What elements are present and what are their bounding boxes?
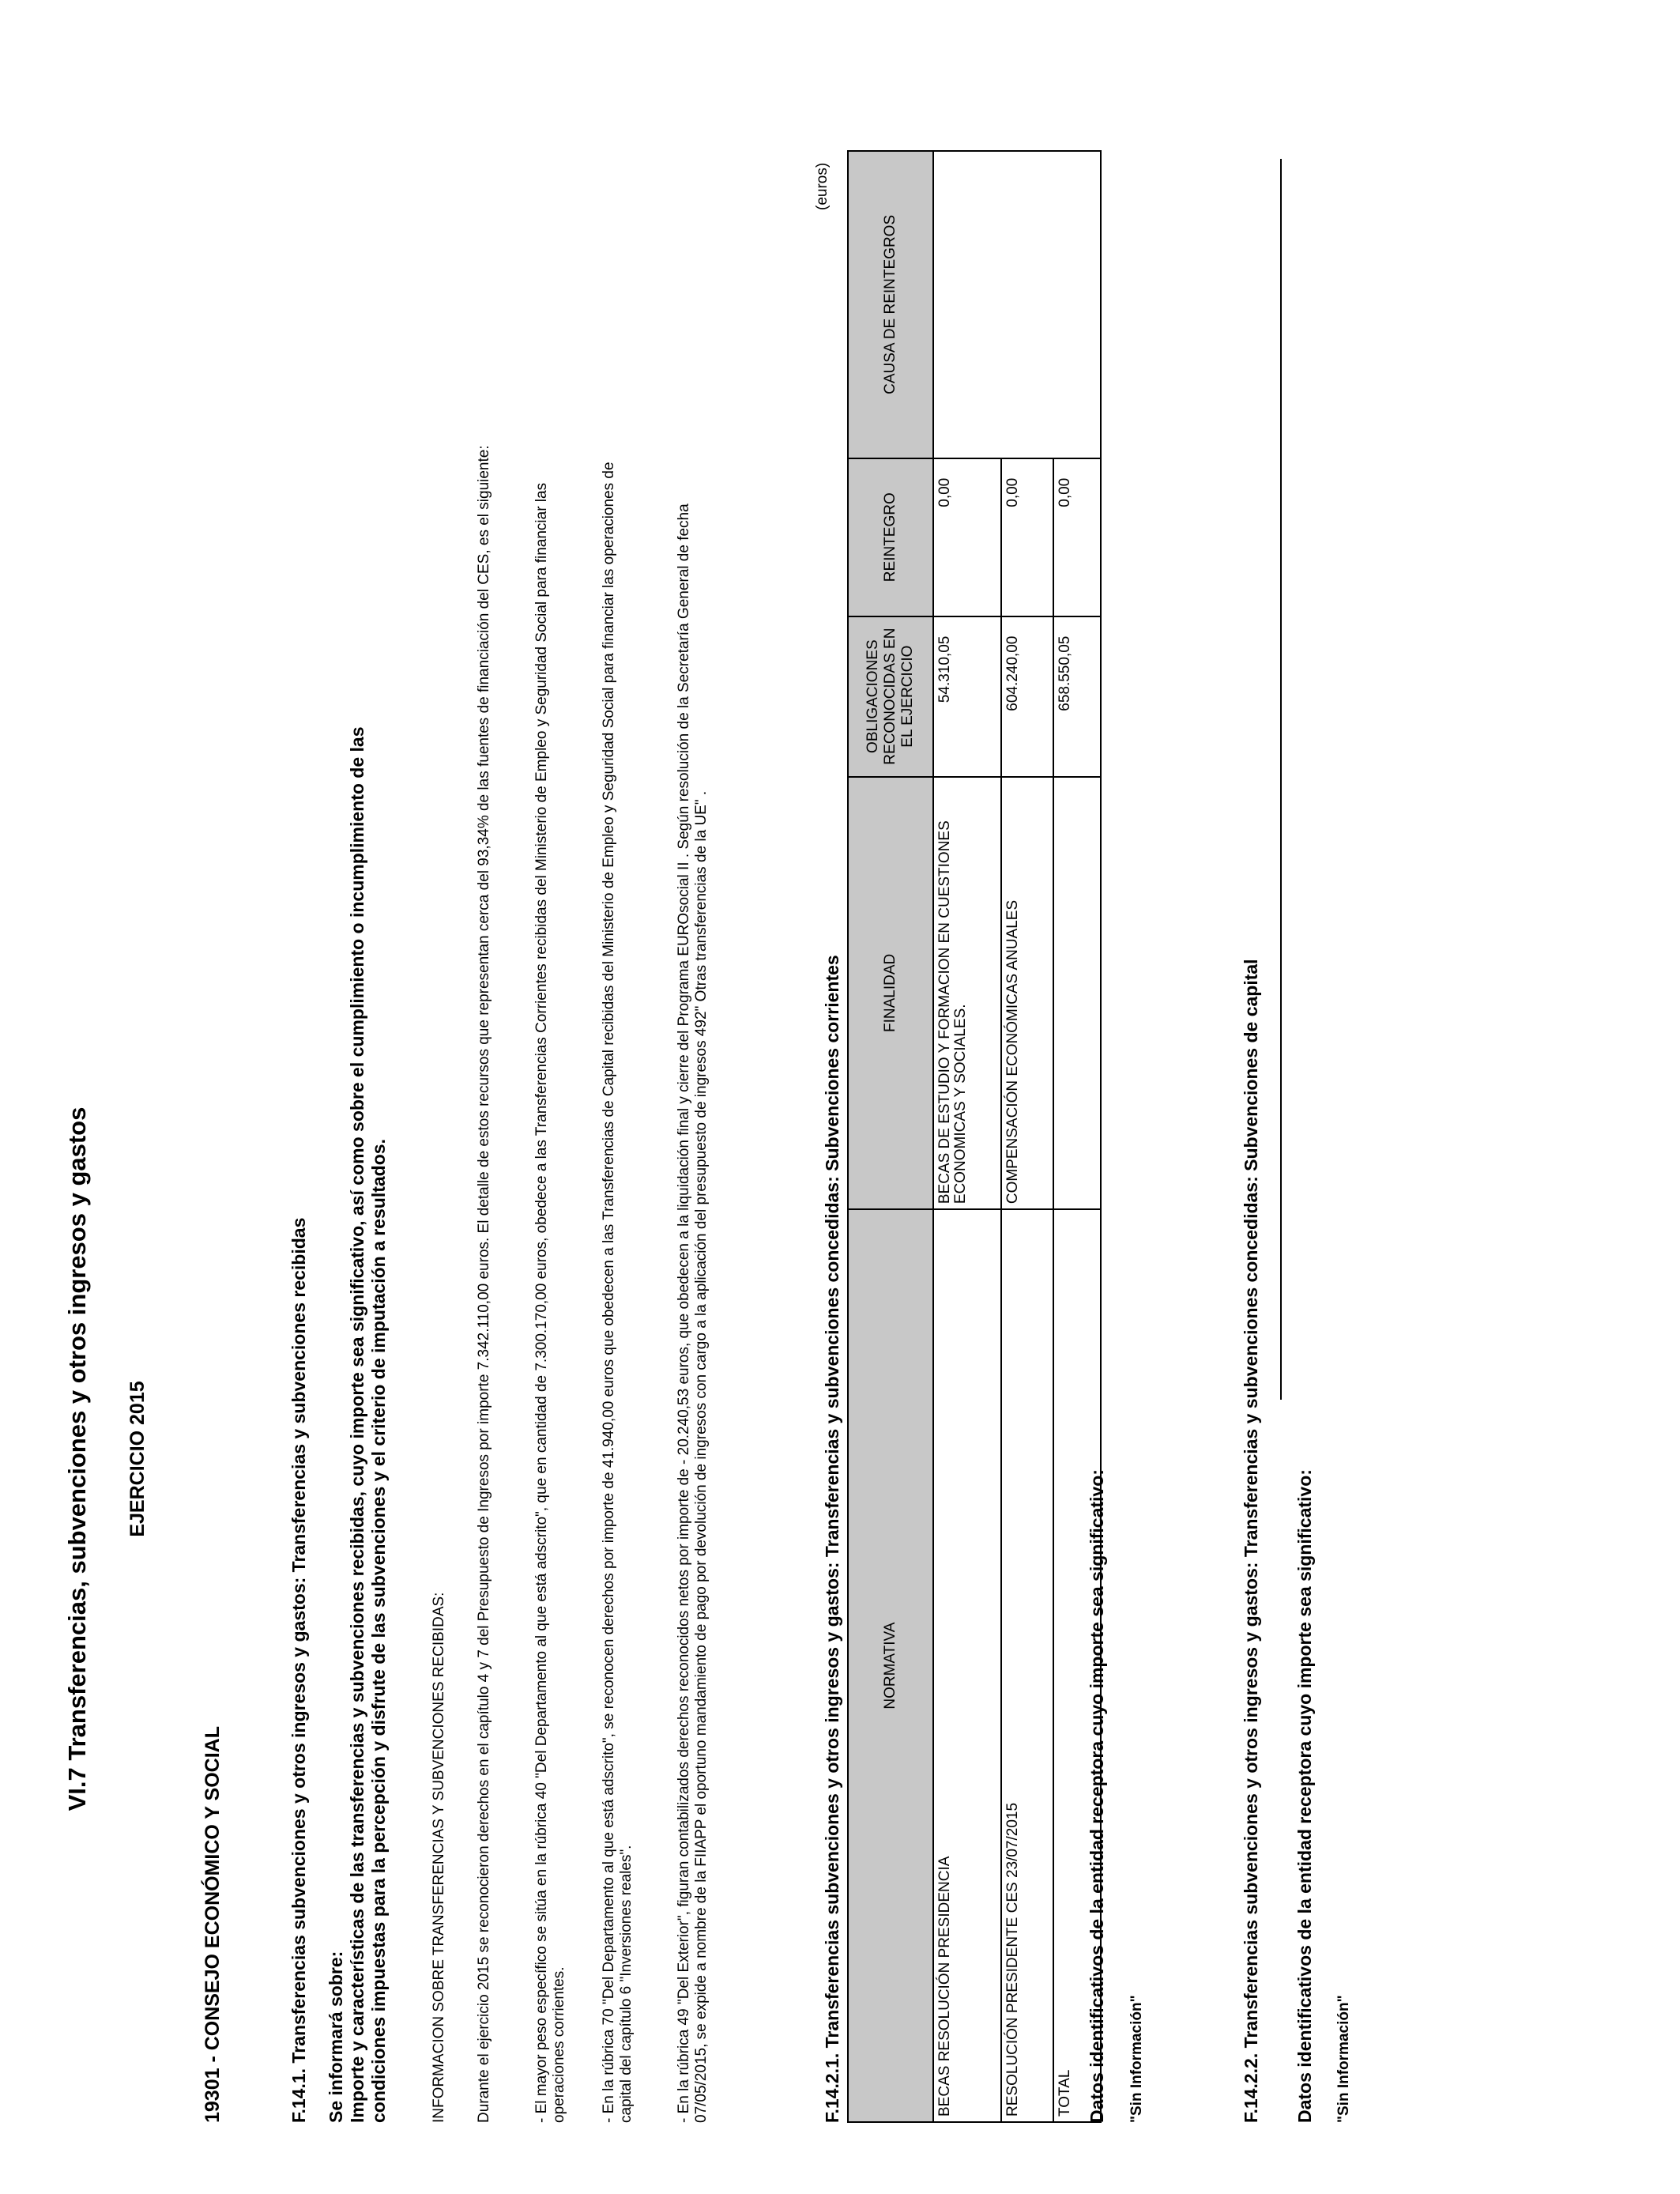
capital-recipient-data-label: Datos identificativos de la entidad receptora cuyo importe sea significativo: (1294, 1469, 1315, 2123)
table-row (1001, 151, 1053, 2122)
page-title: VI.7 Transferencias, subvenciones y otros ingresos y gastos (63, 1106, 91, 1811)
paragraph-3: - En la rúbrica 70 "Del Departamento al que está adscrito", se reconocen derechos por importe de 41.940,00 euros que obedecen a las Transferencias de Capital recibidas del Ministerio de Empleo y Seguridad Social para financiar las operaciones de capital del capítulo 6 "Inversiones reales". (601, 462, 635, 2123)
col-normativa: NORMATIVA (848, 1209, 933, 2122)
cell-causa (933, 151, 1001, 458)
col-obligaciones: OBLIGACIONES RECONOCIDAS EN EL EJERCICIO (848, 616, 933, 777)
cell-reintegro: 0,00 (1053, 458, 1101, 616)
cell-normativa: TOTAL (1053, 1209, 1101, 2122)
recipient-data-label: Datos identificativos de la entidad receptora cuyo importe sea significativo: (1087, 1469, 1107, 2123)
col-causa: CAUSA DE REINTEGROS (848, 151, 933, 458)
inform-line-1: Importe y características de las transferencias y subvenciones recibidas, cuyo importe sea significativo, así como sobre el cumplimiento o incumplimiento de las (347, 726, 367, 2123)
cell-reintegro: 0,00 (1001, 458, 1053, 616)
entity-heading: 19301 - CONSEJO ECONÓMICO Y SOCIAL (202, 1726, 224, 2123)
table-header-row (848, 151, 933, 2122)
subsidies-table (847, 150, 1102, 2123)
inform-line-2: condiciones impuestas para la percepción y disfrute de las subvenciones y el criterio de imputación a resultados. (368, 1139, 389, 2123)
fiscal-year-heading: EJERCICIO 2015 (126, 1381, 149, 1537)
cell-obligaciones: 604.240,00 (1001, 616, 1053, 777)
cell-causa (1053, 151, 1101, 458)
cell-obligaciones: 658.550,05 (1053, 616, 1101, 777)
cell-finalidad: BECAS DE ESTUDIO Y FORMACION EN CUESTIONES ECONOMICAS Y SOCIALES. (933, 777, 1001, 1210)
cell-normativa: BECAS RESOLUCIÓN PRESIDENCIA (933, 1209, 1001, 2122)
inform-title: Se informará sobre: (326, 1951, 346, 2123)
paragraph-1: Durante el ejercicio 2015 se reconocieron derechos en el capítulo 4 y 7 del Presupuesto de Ingresos por importe 7.342.110,00 euros. El detalle de estos recursos que representan cerca del 93,34% de las fuentes de financiación del CES, es el siguiente: (476, 445, 492, 2123)
table-row (933, 151, 1001, 2122)
paragraph-2: - El mayor peso específico se sitúa en la rúbrica 40 "Del Departamento al que está adscrito", que en cantidad de 7.300.170,00 euros, obedece a las Transferencias Corrientes recibidas del Ministerio de Empleo y Seguridad Social para financiar las operaciones corrientes. (533, 482, 567, 2123)
cell-obligaciones: 54.310,05 (933, 616, 1001, 777)
section-received-heading: F.14.1. Transferencias subvenciones y otros ingresos y gastos: Transferencias y subvenciones recibidas (288, 1217, 309, 2123)
cell-finalidad: COMPENSACIÓN ECONÓMICAS ANUALES (1001, 777, 1053, 1210)
cell-reintegro: 0,00 (933, 458, 1001, 616)
col-finalidad: FINALIDAD (848, 777, 933, 1210)
info-heading: INFORMACION SOBRE TRANSFERENCIAS Y SUBVENCIONES RECIBIDAS: (431, 1592, 447, 2123)
col-reintegro: REINTEGRO (848, 458, 933, 616)
cell-causa (1001, 151, 1053, 458)
section-current-heading: F.14.2.1. Transferencias subvenciones y otros ingresos y gastos: Transferencias y subvenciones concedidas: Subvenciones corrientes (822, 955, 842, 2123)
cell-normativa: RESOLUCIÓN PRESIDENTE CES 23/07/2015 (1001, 1209, 1053, 2122)
recipient-data-value: "Sin Información" (1128, 1995, 1145, 2123)
cell-finalidad (1053, 777, 1101, 1210)
section-capital-heading: F.14.2.2. Transferencias subvenciones y otros ingresos y gastos: Transferencias y subvenciones concedidas: Subvenciones de capital (1241, 959, 1261, 2123)
paragraph-4: - En la rúbrica 49 "Del Exterior", figuran contabilizados derechos reconocidos netos por importe de - 20.240,53 euros, que obedecen a la liquidación final y cierre del Programa EUROsocial II . Según resolución de la Secretaría General de fecha 07/05/2015, se expide a nombre de la FIIAPP el oportuno mandamiento de pago por devolución de ingresos con cargo a la aplicación del presupuesto de ingresos 492" Otras transferencias de la UE" . (676, 503, 710, 2123)
divider (1280, 159, 1282, 1400)
units-label: (euros) (814, 162, 831, 210)
inform-block (326, 463, 390, 2123)
capital-recipient-data-value: "Sin Información" (1335, 1995, 1352, 2123)
